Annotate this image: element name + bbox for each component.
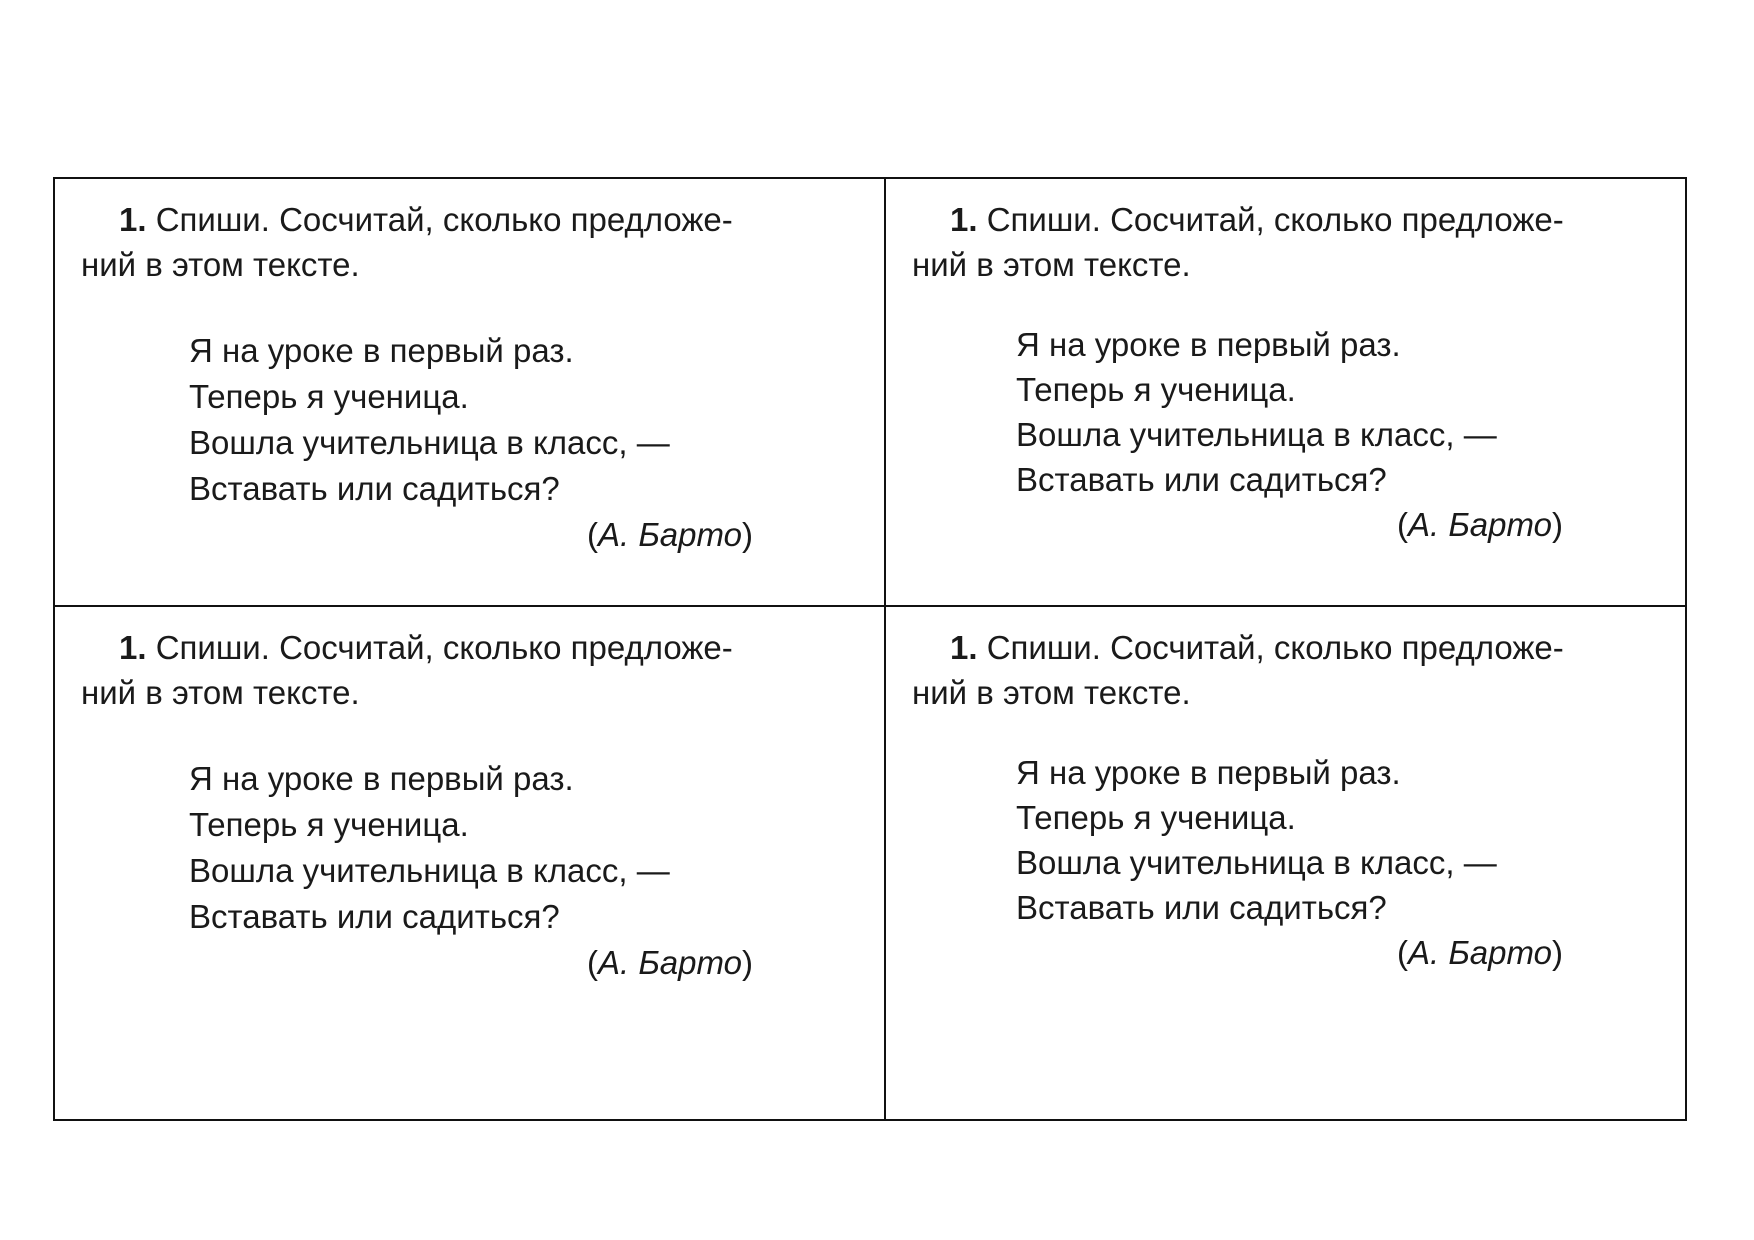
task-instruction bbox=[912, 625, 1564, 715]
task-text-line-1: Спиши. Сосчитай, сколько предложе- bbox=[155, 629, 733, 666]
poem-line-2: Теперь я ученица. bbox=[189, 378, 469, 415]
task-text-line-2: ний в этом тексте. bbox=[912, 246, 1191, 283]
poem-line-3: Вошла учительница в класс, — bbox=[189, 852, 670, 889]
poem-line-3: Вошла учительница в класс, — bbox=[1016, 416, 1497, 453]
task-number: 1. bbox=[950, 201, 978, 238]
poem-line-4: Вставать или садиться? bbox=[1016, 889, 1387, 926]
task-number: 1. bbox=[119, 629, 147, 666]
poem-line-1: Я на уроке в первый раз. bbox=[1016, 754, 1401, 791]
poem bbox=[189, 328, 753, 558]
poem-author: (А. Барто) bbox=[586, 516, 753, 553]
author-name: А. Барто bbox=[1407, 506, 1552, 543]
exercise-card-top-right bbox=[886, 179, 1687, 605]
poem-line-2: Теперь я ученица. bbox=[1016, 799, 1296, 836]
exercise-card-bottom-left bbox=[55, 607, 884, 1121]
author-name: А. Барто bbox=[597, 944, 742, 981]
poem bbox=[1016, 750, 1563, 975]
poem bbox=[189, 756, 753, 986]
poem-line-2: Теперь я ученица. bbox=[1016, 371, 1296, 408]
poem-author: (А. Барто) bbox=[1396, 506, 1563, 543]
task-text-line-1: Спиши. Сосчитай, сколько предложе- bbox=[986, 201, 1564, 238]
poem-line-1: Я на уроке в первый раз. bbox=[189, 760, 574, 797]
poem-line-4: Вставать или садиться? bbox=[189, 898, 560, 935]
task-text-line-2: ний в этом тексте. bbox=[81, 246, 360, 283]
task-text-line-2: ний в этом тексте. bbox=[81, 674, 360, 711]
task-instruction bbox=[81, 197, 733, 287]
author-name: А. Барто bbox=[597, 516, 742, 553]
exercise-card-bottom-right bbox=[886, 607, 1687, 1121]
poem-line-4: Вставать или садиться? bbox=[1016, 461, 1387, 498]
poem-line-2: Теперь я ученица. bbox=[189, 806, 469, 843]
poem-author: (А. Барто) bbox=[586, 944, 753, 981]
task-text-line-1: Спиши. Сосчитай, сколько предложе- bbox=[986, 629, 1564, 666]
poem bbox=[1016, 322, 1563, 547]
task-number: 1. bbox=[119, 201, 147, 238]
poem-line-3: Вошла учительница в класс, — bbox=[1016, 844, 1497, 881]
poem-line-1: Я на уроке в первый раз. bbox=[1016, 326, 1401, 363]
task-instruction bbox=[81, 625, 733, 715]
task-text-line-2: ний в этом тексте. bbox=[912, 674, 1191, 711]
worksheet-grid bbox=[53, 177, 1687, 1121]
task-number: 1. bbox=[950, 629, 978, 666]
poem-author: (А. Барто) bbox=[1396, 934, 1563, 971]
poem-line-1: Я на уроке в первый раз. bbox=[189, 332, 574, 369]
task-instruction bbox=[912, 197, 1564, 287]
author-name: А. Барто bbox=[1407, 934, 1552, 971]
exercise-card-top-left bbox=[55, 179, 884, 605]
poem-line-4: Вставать или садиться? bbox=[189, 470, 560, 507]
poem-line-3: Вошла учительница в класс, — bbox=[189, 424, 670, 461]
task-text-line-1: Спиши. Сосчитай, сколько предложе- bbox=[155, 201, 733, 238]
